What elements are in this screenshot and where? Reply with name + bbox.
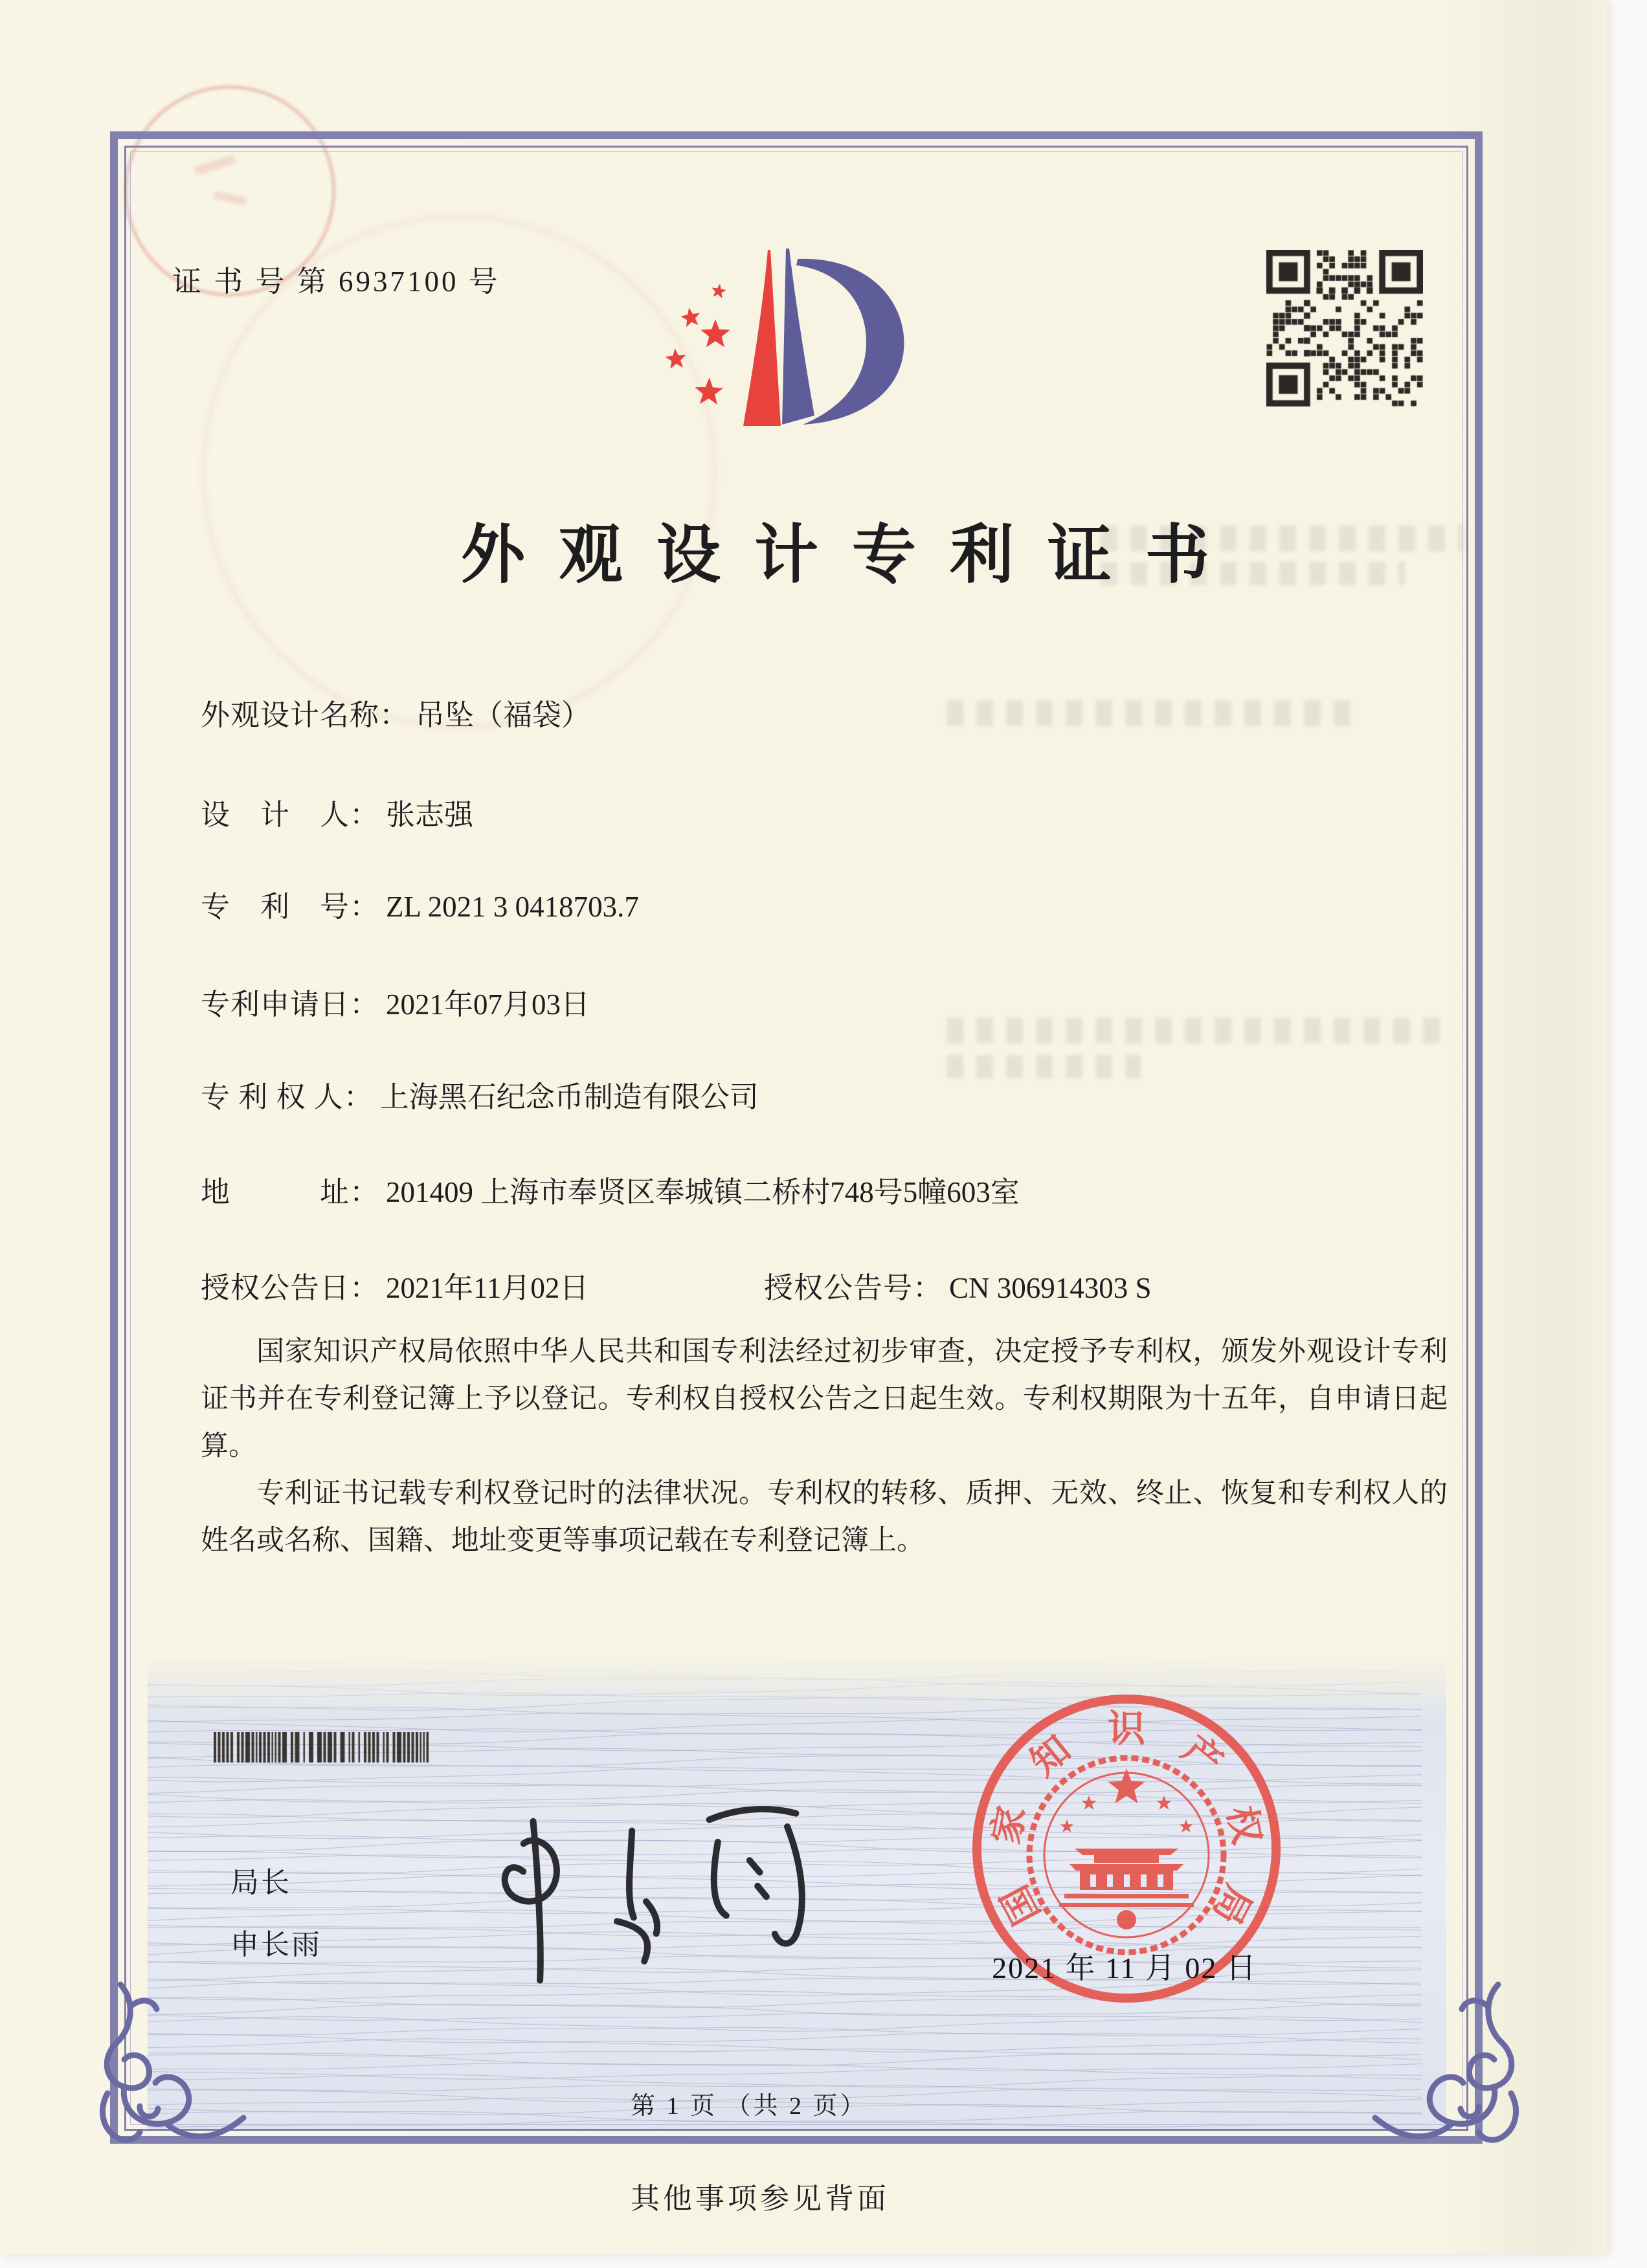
field-label: 地 址： [201,1176,380,1208]
baroque-corner-flourish-left [98,1979,254,2145]
field-row-patentee [201,1073,1450,1115]
baroque-corner-flourish-right [1365,1979,1520,2145]
svg-text:家: 家 [985,1802,1034,1848]
cnipa-logo-icon [647,239,984,447]
field-row-design-name [201,691,1450,733]
legal-paragraph-1: 国家知识产权局依照中华人民共和国专利法经过初步审查，决定授予专利权，颁发外观设计专利证书并在专利登记簿上予以登记。专利权自授权公告之日起生效。专利权期限为十五年，自申请日起算。 [201,1337,1448,1462]
svg-text:识: 识 [1107,1707,1146,1750]
field-row-patent-number [201,883,1450,925]
national-emblem-icon [1029,1758,1224,1952]
signer-name: 申长雨 [230,1929,322,1961]
svg-text:知: 知 [1022,1728,1079,1784]
field-value: 张志强 [386,799,474,831]
field-value: 2021年07月03日 [386,988,590,1021]
field-row-address [201,1168,1450,1210]
svg-text:权: 权 [1219,1802,1268,1848]
svg-text:局: 局 [1204,1878,1260,1931]
certificate-number: 证 书 号 第 6937100 号 [172,265,500,298]
legal-text [201,1328,1448,1564]
director-signature [476,1797,884,2005]
back-side-note: 其他事项参见背面 [631,2183,890,2215]
seal-date: 2021 年 11 月 02 日 [992,1951,1257,1984]
field-label: 专 利 号： [201,891,380,923]
field-value: 2021年11月02日 [386,1272,589,1304]
legal-paragraph-2: 专利证书记载专利权登记时的法律状况。专利权的转移、质押、无效、终止、恢复和专利权人的姓名或名称、国籍、地址变更等事项记载在专利登记簿上。 [201,1478,1448,1556]
field-label: 专利申请日： [201,988,380,1021]
field-row-filing-date [201,981,1450,1023]
page-number: 第 1 页 （共 2 页） [631,2093,868,2120]
barcode [214,1732,429,1762]
field-row-designer [201,791,1450,833]
field-label: 授权公告日： [201,1272,380,1304]
field-value: 201409 上海市奉贤区奉城镇二桥村748号5幢603室 [386,1176,1020,1208]
field-value: 吊坠（福袋） [416,699,591,731]
field-row-grant-date [201,1264,1450,1306]
field-label: 授权公告号： [764,1272,943,1304]
field-value: 上海黑石纪念币制造有限公司 [379,1081,759,1113]
field-label: 专 利 权 人： [201,1081,374,1113]
svg-text:产: 产 [1174,1728,1231,1784]
field-label: 设 计 人： [201,799,380,831]
field-value: ZL 2021 3 0418703.7 [386,891,639,923]
field-row-grant-number [764,1264,1152,1306]
certificate-title: 外观设计专利证书 [461,520,1243,591]
svg-text:国: 国 [993,1878,1049,1931]
field-label: 外观设计名称： [201,699,410,731]
field-value: CN 306914303 S [949,1272,1152,1304]
qr-code [1266,250,1423,406]
signer-title: 局长 [230,1867,291,1898]
